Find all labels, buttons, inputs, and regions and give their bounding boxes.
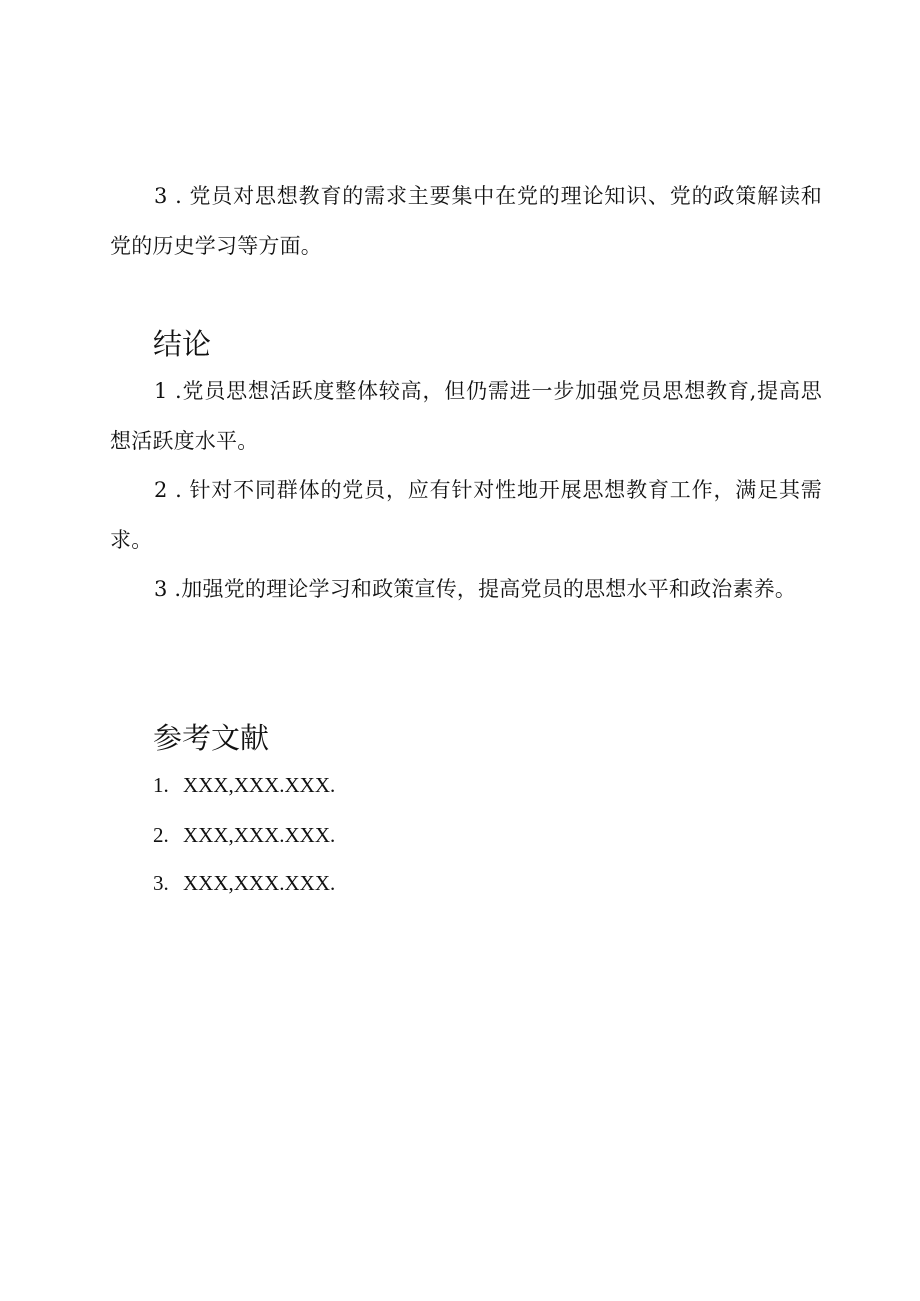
reference-text: XXX,XXX.XXX. <box>183 773 336 797</box>
reference-text: XXX,XXX.XXX. <box>183 871 336 895</box>
reference-text: XXX,XXX.XXX. <box>183 823 336 847</box>
reference-number: 2. <box>153 823 169 847</box>
conclusion-heading: 结论 <box>153 327 212 361</box>
conclusion-item-2: 2 . 针对不同群体的党员，应有针对性地开展思想教育工作，满足其需求。 <box>110 478 822 552</box>
reference-item-2 <box>153 820 335 850</box>
conclusion-item-3: 3 .加强党的理论学习和政策宣传，提高党员的思想水平和政治素养。 <box>154 577 797 601</box>
references-heading: 参考文献 <box>153 721 270 755</box>
reference-item-3 <box>153 868 335 898</box>
reference-item-1 <box>153 770 335 800</box>
reference-number: 3. <box>153 871 169 895</box>
finding-item-3: 3 . 党员对思想教育的需求主要集中在党的理论知识、党的政策解读和党的历史学习等方面。 <box>110 184 822 258</box>
reference-number: 1. <box>153 773 169 797</box>
conclusion-item-1: 1 .党员思想活跃度整体较高，但仍需进一步加强党员思想教育,提高思想活跃度水平。 <box>110 379 822 453</box>
